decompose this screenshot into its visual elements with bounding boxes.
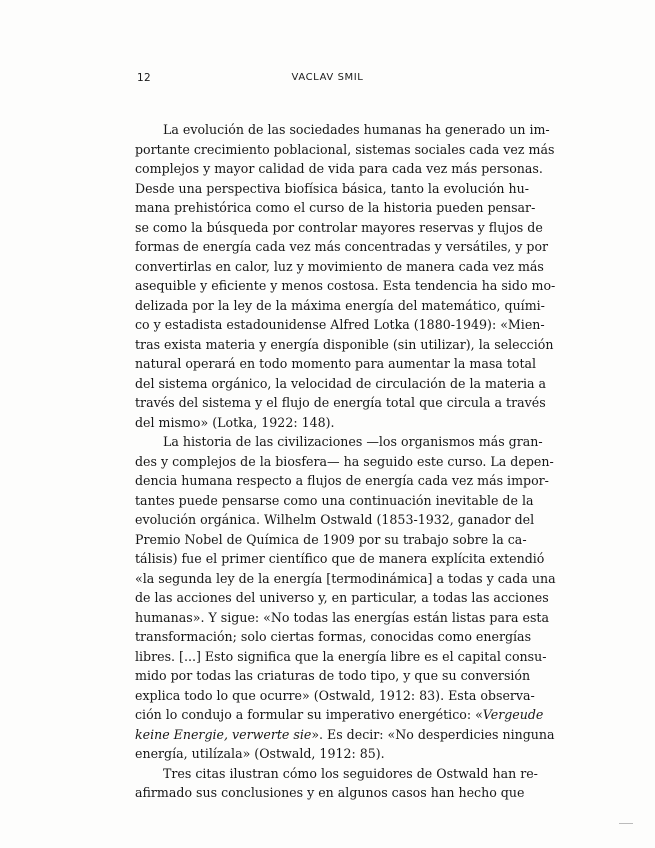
- text-line: La evolución de las sociedades humanas ha generado un im-: [163, 122, 550, 137]
- text-line: portante crecimiento poblacional, sistemas sociales cada vez más: [135, 141, 555, 157]
- text-line: La historia de las civilizaciones —los organismos más gran-: [163, 434, 543, 449]
- text-line: dencia humana respecto a flujos de energía cada vez más impor-: [135, 473, 549, 488]
- scan-corner-mark: [619, 823, 633, 824]
- text-line: de las acciones del universo y, en particular, a todas las acciones: [135, 590, 549, 605]
- text-line: co y estadista estadounidense Alfred Lotka (1880-1949): «Mien-: [135, 317, 545, 332]
- text-line: del mismo» (Lotka, 1922: 148).: [135, 414, 335, 430]
- italic-phrase: Vergeude: [482, 707, 544, 722]
- text-line: Tres citas ilustran cómo los seguidores de Ostwald han re-: [163, 765, 538, 781]
- paragraph-2: [135, 432, 556, 764]
- text-line: asequible y eficiente y menos costosa. Esta tendencia ha sido mo-: [135, 278, 556, 293]
- text-line: complejos y mayor calidad de vida para cada vez más personas.: [135, 161, 543, 176]
- text-line: natural operará en todo momento para aumentar la masa total: [135, 356, 537, 371]
- paragraph-1: [135, 120, 556, 432]
- text-line: des y complejos de la biosfera— ha seguido este curso. La depen-: [135, 453, 554, 469]
- text-line: tálisis) fue el primer científico que de manera explícita extendió: [135, 551, 545, 566]
- page-number: 12: [137, 72, 151, 84]
- paragraph-3: [135, 764, 538, 803]
- text-line: Premio Nobel de Química de 1909 por su trabajo sobre la ca-: [135, 531, 527, 547]
- text-line: libres. [...] Esto significa que la energía libre es el capital consu-: [135, 648, 547, 664]
- text-line: convertirlas en calor, luz y movimiento de manera cada vez más: [135, 258, 544, 274]
- text-line: evolución orgánica. Wilhelm Ostwald (1853-1932, ganador del: [135, 512, 535, 527]
- text-line: tras exista materia y energía disponible (sin utilizar), la selección: [135, 336, 554, 352]
- text-line: humanas». Y sigue: «No todas las energías están listas para esta: [135, 609, 549, 625]
- text-line: ción lo condujo a formular su imperativo energético: «Vergeude: [135, 707, 544, 722]
- body-text: [135, 120, 556, 803]
- text-line: delizada por la ley de la máxima energía del matemático, quími-: [135, 297, 545, 313]
- text-line: explica todo lo que ocurre» (Ostwald, 1912: 83). Esta observa-: [135, 687, 535, 703]
- text-line: afirmado sus conclusiones y en algunos casos han hecho que: [135, 785, 525, 800]
- text-line: Desde una perspectiva biofísica básica, tanto la evolución hu-: [135, 180, 529, 196]
- text-line: mana prehistórica como el curso de la historia pueden pensar-: [135, 200, 536, 215]
- text-line: mido por todas las criaturas de todo tipo, y que su conversión: [135, 668, 531, 683]
- text-line: energía, utilízala» (Ostwald, 1912: 85).: [135, 746, 385, 761]
- text-line: del sistema orgánico, la velocidad de circulación de la materia a: [135, 375, 547, 391]
- text-line: keine Energie, verwerte sie». Es decir: «No desperdicies ninguna: [135, 726, 555, 742]
- text-line: formas de energía cada vez más concentradas y versátiles, y por: [135, 239, 549, 254]
- running-head: VACLAV SMIL: [291, 72, 364, 83]
- text-line: transformación; solo ciertas formas, conocidas como energías: [135, 629, 532, 644]
- text-line: «la segunda ley de la energía [termodinámica] a todas y cada una: [135, 570, 556, 586]
- text-line: se como la búsqueda por controlar mayores reservas y flujos de: [135, 219, 543, 235]
- text-line: tantes puede pensarse como una continuación inevitable de la: [135, 492, 534, 508]
- text-line: través del sistema y el flujo de energía total que circula a través: [135, 395, 546, 410]
- italic-phrase: keine Energie, verwerte sie: [135, 726, 312, 742]
